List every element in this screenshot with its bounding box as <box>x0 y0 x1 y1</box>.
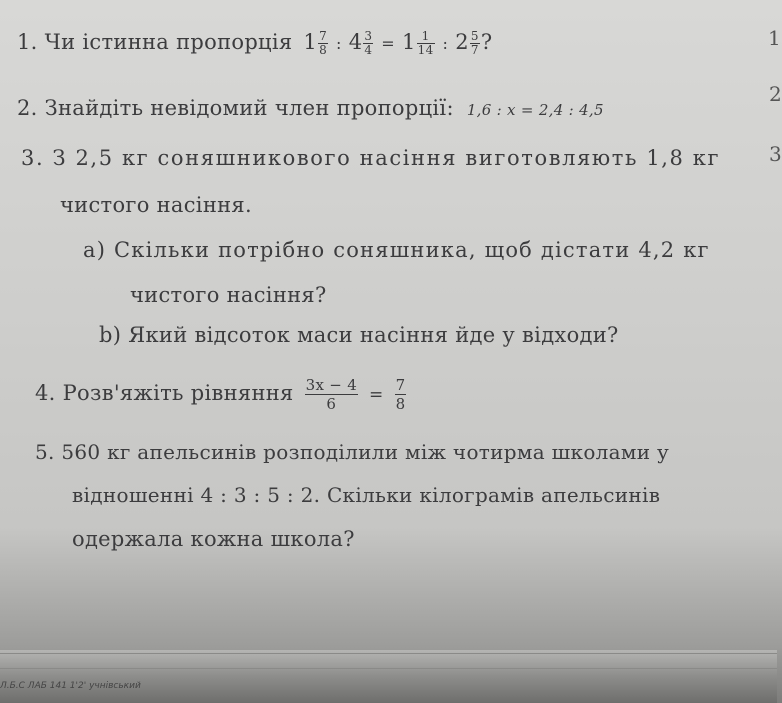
footer-text: Л.Б.С ЛАБ 141 1'2' учнівський <box>0 681 141 691</box>
whole-part: 1 <box>303 30 318 54</box>
task-2 <box>17 96 604 120</box>
fraction: $\frac{3}{4}$ <box>364 29 373 57</box>
task-4-text: 4. Розв'яжіть рівняння <box>35 381 294 405</box>
fraction: $\frac{1}{14}$ <box>417 29 434 57</box>
task-5-line-1: 5. 560 кг апельсинів розподілили між чотирма школами у <box>35 440 670 464</box>
page-bottom-edge <box>0 650 777 703</box>
task-2-text: 2. Знайдіть невідомий член пропорції: <box>17 96 454 120</box>
equation-right-fraction: $\frac{7}{8}$ <box>395 376 406 413</box>
whole-part: 2 <box>455 30 469 54</box>
whole-part: 1 <box>402 30 416 54</box>
task-3b: b) Який відсоток маси насіння йде у відходи? <box>99 323 619 347</box>
task-3-line-1: 3. З 2,5 кг соняшникового насіння виготовляють 1,8 кг <box>21 146 721 170</box>
task-2-expression: 1,6 : x = 2,4 : 4,5 <box>466 101 604 119</box>
divider <box>0 653 777 654</box>
margin-number: 2 <box>769 82 782 106</box>
fraction: $\frac{5}{7}$ <box>470 29 479 57</box>
task-5-line-3: одержала кожна школа? <box>72 527 355 551</box>
task-3a-line-1: а) Скільки потрібно соняшника, щоб дістати 4,2 кг <box>83 238 710 262</box>
margin-number: 1 <box>768 26 781 50</box>
divider <box>0 668 777 669</box>
task-3-line-2: чистого насіння. <box>60 193 252 217</box>
task-5-line-2: відношенні 4 : 3 : 5 : 2. Скільки кілограмів апельсинів <box>72 483 661 507</box>
task-3a-line-2: чистого насіння? <box>130 283 327 307</box>
task-1-text: 1. Чи істинна пропорція <box>17 30 293 54</box>
margin-number: 3 <box>769 142 782 166</box>
task-4: 4. Розв'яжіть рівняння $\frac{3x - 4}{6}$ = $\frac{7}{8}$ <box>35 376 406 413</box>
task-1: 1. Чи істинна пропорція 1 $\frac{7}{8}$ : 4 $\frac{3}{4}$ = 1 $\frac{1}{14}$ : 2 $\frac{5}{7}$ ? <box>17 29 493 57</box>
fraction: $\frac{7}{8}$ <box>319 29 328 57</box>
whole-part: 4 <box>348 30 363 54</box>
equation-left-fraction: $\frac{3x - 4}{6}$ <box>305 376 358 413</box>
